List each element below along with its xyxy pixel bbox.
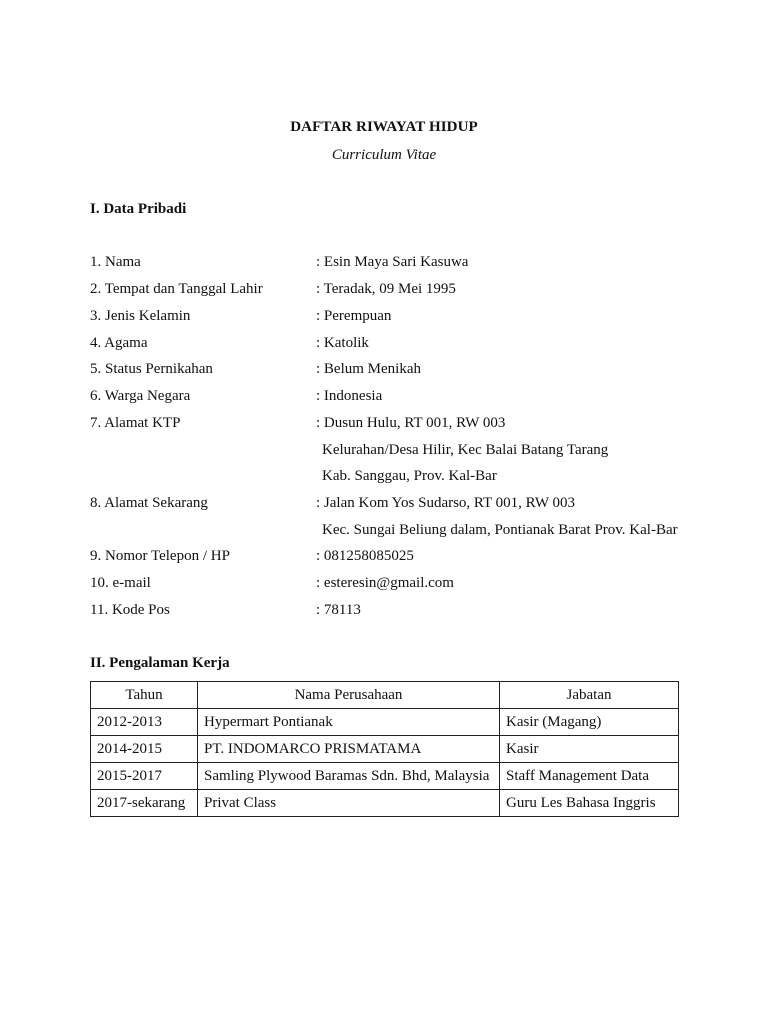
field-value: : esteresin@gmail.com	[316, 575, 454, 591]
table-row	[91, 736, 679, 763]
field-label: 2. Tempat dan Tanggal Lahir	[90, 281, 263, 297]
work-experience-table	[90, 681, 679, 817]
field-value: : Teradak, 09 Mei 1995	[316, 281, 456, 297]
field-row-birth	[90, 281, 690, 303]
cell-year: 2017-sekarang	[91, 790, 198, 817]
cell-position: Staff Management Data	[500, 763, 679, 790]
cell-company: PT. INDOMARCO PRISMATAMA	[198, 736, 500, 763]
cell-company: Privat Class	[198, 790, 500, 817]
field-value: : Esin Maya Sari Kasuwa	[316, 254, 469, 270]
cell-year: 2014-2015	[91, 736, 198, 763]
field-label: 11. Kode Pos	[90, 602, 170, 618]
section-heading-personal: I. Data Pribadi	[90, 201, 187, 217]
field-row-phone	[90, 548, 690, 570]
document-title: DAFTAR RIWAYAT HIDUP	[290, 119, 478, 135]
table-header-row	[91, 682, 679, 709]
column-header-position: Jabatan	[500, 682, 679, 709]
field-value: : Perempuan	[316, 308, 392, 324]
column-header-year: Tahun	[91, 682, 198, 709]
cell-year: 2012-2013	[91, 709, 198, 736]
field-value: : 78113	[316, 602, 361, 618]
field-label: 1. Nama	[90, 254, 141, 270]
field-value: : 081258085025	[316, 548, 414, 564]
address-continuation-line: Kelurahan/Desa Hilir, Kec Balai Batang Tarang	[322, 442, 609, 458]
field-row-marital-status	[90, 361, 690, 383]
field-row-email	[90, 575, 690, 597]
address-continuation-line: Kec. Sungai Beliung dalam, Pontianak Barat Prov. Kal-Bar	[322, 522, 678, 538]
field-label: 5. Status Pernikahan	[90, 361, 213, 377]
column-header-company: Nama Perusahaan	[198, 682, 500, 709]
cell-year: 2015-2017	[91, 763, 198, 790]
cell-position: Kasir	[500, 736, 679, 763]
table-row	[91, 709, 679, 736]
field-label: 8. Alamat Sekarang	[90, 495, 208, 511]
cell-company: Samling Plywood Baramas Sdn. Bhd, Malaysia	[198, 763, 500, 790]
field-label: 10. e-mail	[90, 575, 151, 591]
field-row-gender	[90, 308, 690, 330]
field-row-current-address	[90, 495, 690, 517]
field-row-id-address	[90, 415, 690, 437]
field-label: 4. Agama	[90, 335, 148, 351]
cell-position: Guru Les Bahasa Inggris	[500, 790, 679, 817]
cell-position: Kasir (Magang)	[500, 709, 679, 736]
field-row-religion	[90, 335, 690, 357]
field-row-name	[90, 254, 690, 276]
field-label: 3. Jenis Kelamin	[90, 308, 191, 324]
field-row-postal-code	[90, 602, 690, 624]
document-subtitle: Curriculum Vitae	[331, 147, 437, 163]
field-value: : Dusun Hulu, RT 001, RW 003	[316, 415, 506, 431]
field-value: : Katolik	[316, 335, 369, 351]
table-row	[91, 790, 679, 817]
cell-company: Hypermart Pontianak	[198, 709, 500, 736]
field-row-citizenship	[90, 388, 690, 410]
field-label: 9. Nomor Telepon / HP	[90, 548, 230, 564]
table-row	[91, 763, 679, 790]
field-label: 6. Warga Negara	[90, 388, 191, 404]
field-label: 7. Alamat KTP	[90, 415, 181, 431]
address-continuation-line: Kab. Sanggau, Prov. Kal-Bar	[322, 468, 497, 484]
field-value: : Jalan Kom Yos Sudarso, RT 001, RW 003	[316, 495, 575, 511]
section-heading-work: II. Pengalaman Kerja	[90, 655, 230, 671]
field-value: : Indonesia	[316, 388, 383, 404]
field-value: : Belum Menikah	[316, 361, 421, 377]
